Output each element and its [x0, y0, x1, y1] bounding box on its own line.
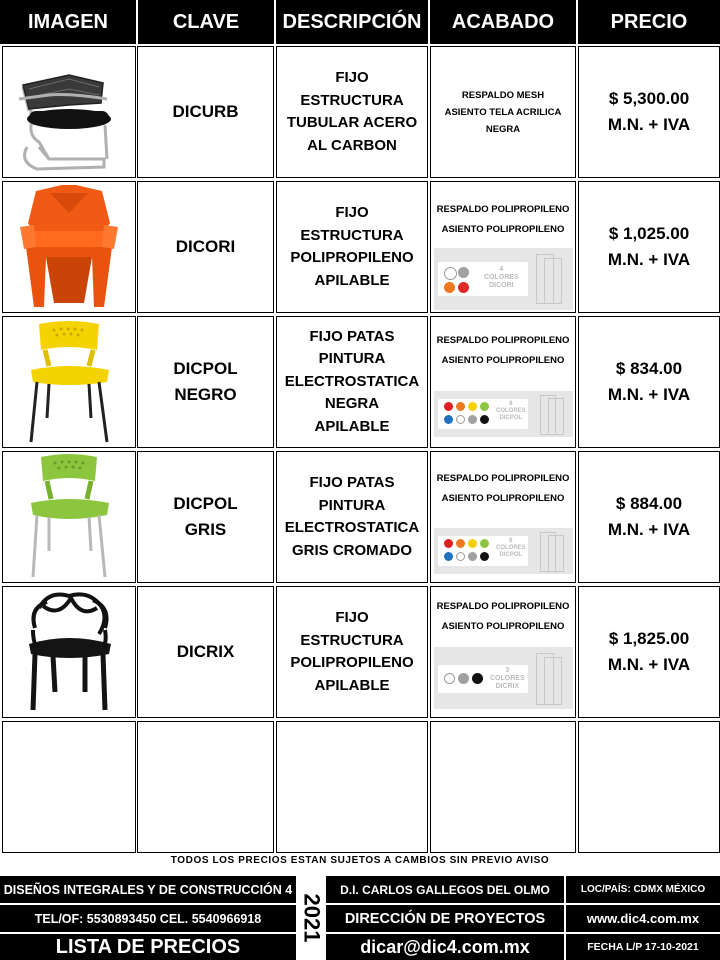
- location-label: LOC/PAÍS: CDMX MÉXICO: [566, 876, 720, 903]
- descripcion-dicrix: FIJO ESTRUCTURA POLIPROPILENO APILABLE: [276, 586, 428, 718]
- color-dot: [444, 415, 453, 424]
- color-dot: [444, 402, 453, 411]
- precio-dicpol-gris: $ 884.00 M.N. + IVA: [578, 451, 720, 583]
- color-swatch-dicpol-gris: [434, 528, 573, 574]
- swatch-label: 8 COLORES DICPOL: [496, 401, 526, 421]
- acabado-dicpol-gris: [430, 451, 576, 583]
- product-image-dicpol-gris: [2, 451, 136, 583]
- clave-dicori: DICORI: [137, 181, 274, 313]
- empty-cell: [2, 721, 136, 853]
- department-name: DIRECCIÓN DE PROYECTOS: [326, 905, 564, 932]
- color-swatch-dicrix: [434, 647, 573, 709]
- product-image-dicrix: [2, 586, 136, 718]
- year-label: [298, 876, 324, 960]
- color-dot: [456, 552, 465, 561]
- stack-ghost-icon: [544, 258, 562, 304]
- descripcion-dicori: FIJO ESTRUCTURA POLIPROPILENO APILABLE: [276, 181, 428, 313]
- swatch-panel: [438, 262, 528, 296]
- stack-ghost-icon: [548, 398, 564, 435]
- list-title: LISTA DE PRECIOS: [0, 934, 296, 960]
- color-dot: [468, 415, 477, 424]
- color-dot: [458, 267, 469, 278]
- black-chair-image: [19, 588, 119, 716]
- acabado-dicpol-negro: [430, 316, 576, 448]
- stack-ghost-icon: [548, 535, 564, 572]
- color-dot: [458, 673, 469, 684]
- price-disclaimer: TODOS LOS PRECIOS ESTAN SUJETOS A CAMBIOS SIN PREVIO AVISO: [170, 855, 550, 866]
- product-image-dicurb: [2, 46, 136, 178]
- stack-ghost-icon: [544, 657, 562, 705]
- color-dot: [480, 415, 489, 424]
- green-chair-image: [19, 453, 119, 581]
- acabado-text: RESPALDO POLIPROPILENO ASIENTO POLIPROPILENO: [436, 473, 570, 504]
- color-dot: [480, 552, 489, 561]
- price-list-date: FECHA L/P 17-10-2021: [566, 934, 720, 960]
- acabado-dicurb: [430, 46, 576, 178]
- color-dot: [458, 282, 469, 293]
- director-name: D.I. CARLOS GALLEGOS DEL OLMO: [326, 876, 564, 903]
- color-dot: [468, 402, 477, 411]
- acabado-dicrix: [430, 586, 576, 718]
- acabado-text: RESPALDO MESH ASIENTO TELA ACRILICA NEGRA: [444, 89, 562, 135]
- swatch-panel: [438, 536, 528, 566]
- swatch-label: 4 COLORES DICORI: [484, 266, 519, 289]
- acabado-text: RESPALDO POLIPROPILENO ASIENTO POLIPROPILENO: [436, 204, 570, 235]
- color-dot: [480, 539, 489, 548]
- acabado-text: RESPALDO POLIPROPILENO ASIENTO POLIPROPILENO: [436, 601, 570, 632]
- color-dot: [456, 415, 465, 424]
- product-image-dicori: [2, 181, 136, 313]
- empty-cell: [430, 721, 576, 853]
- acabado-text: RESPALDO POLIPROPILENO ASIENTO POLIPROPILENO: [436, 335, 570, 366]
- color-dot: [444, 552, 453, 561]
- swatch-panel: [438, 665, 528, 693]
- header-descripcion: DESCRIPCIÓN: [276, 0, 428, 44]
- contact-email[interactable]: dicar@dic4.com.mx: [326, 934, 564, 960]
- empty-cell: [276, 721, 428, 853]
- color-dot: [444, 282, 455, 293]
- descripcion-dicurb: FIJO ESTRUCTURA TUBULAR ACERO AL CARBON: [276, 46, 428, 178]
- color-dot: [472, 673, 483, 684]
- orange-chair-image: [14, 183, 124, 311]
- color-dot: [456, 402, 465, 411]
- color-dot: [480, 402, 489, 411]
- header-imagen: IMAGEN: [0, 0, 136, 44]
- color-dot: [444, 539, 453, 548]
- clave-dicurb: DICURB: [137, 46, 274, 178]
- clave-dicpol-negro: DICPOL NEGRO: [137, 316, 274, 448]
- clave-dicpol-gris: DICPOL GRIS: [137, 451, 274, 583]
- website-link[interactable]: www.dic4.com.mx: [566, 905, 720, 932]
- color-swatch-dicori: [434, 248, 573, 310]
- swatch-label: 3 COLORES DICRIX: [490, 667, 525, 690]
- phone-numbers: TEL/OF: 5530893450 CEL. 5540966918: [0, 905, 296, 932]
- swatch-label: 8 COLORES DICPOL: [496, 538, 526, 558]
- precio-dicrix: $ 1,825.00 M.N. + IVA: [578, 586, 720, 718]
- precio-dicpol-negro: $ 834.00 M.N. + IVA: [578, 316, 720, 448]
- yellow-chair-image: [19, 318, 119, 446]
- color-dot: [444, 673, 455, 684]
- color-dot: [468, 552, 477, 561]
- year-text: 2021: [299, 893, 325, 943]
- header-precio: PRECIO: [578, 0, 720, 44]
- swatch-panel: [438, 399, 528, 429]
- header-clave: CLAVE: [138, 0, 274, 44]
- precio-dicori: $ 1,025.00 M.N. + IVA: [578, 181, 720, 313]
- color-dot: [444, 267, 457, 280]
- clave-dicrix: DICRIX: [137, 586, 274, 718]
- empty-cell: [137, 721, 274, 853]
- empty-cell: [578, 721, 720, 853]
- color-swatch-dicpol-negro: [434, 391, 573, 437]
- header-acabado: ACABADO: [430, 0, 576, 44]
- acabado-dicori: [430, 181, 576, 313]
- mesh-chair-image: [9, 47, 129, 177]
- company-name: DISEÑOS INTEGRALES Y DE CONSTRUCCIÓN 4: [0, 876, 296, 903]
- descripcion-dicpol-gris: FIJO PATAS PINTURA ELECTROSTATICA GRIS CROMADO: [276, 451, 428, 583]
- color-dot: [468, 539, 477, 548]
- color-dot: [456, 539, 465, 548]
- product-image-dicpol-negro: [2, 316, 136, 448]
- precio-dicurb: $ 5,300.00 M.N. + IVA: [578, 46, 720, 178]
- descripcion-dicpol-negro: FIJO PATAS PINTURA ELECTROSTATICA NEGRA APILABLE: [276, 316, 428, 448]
